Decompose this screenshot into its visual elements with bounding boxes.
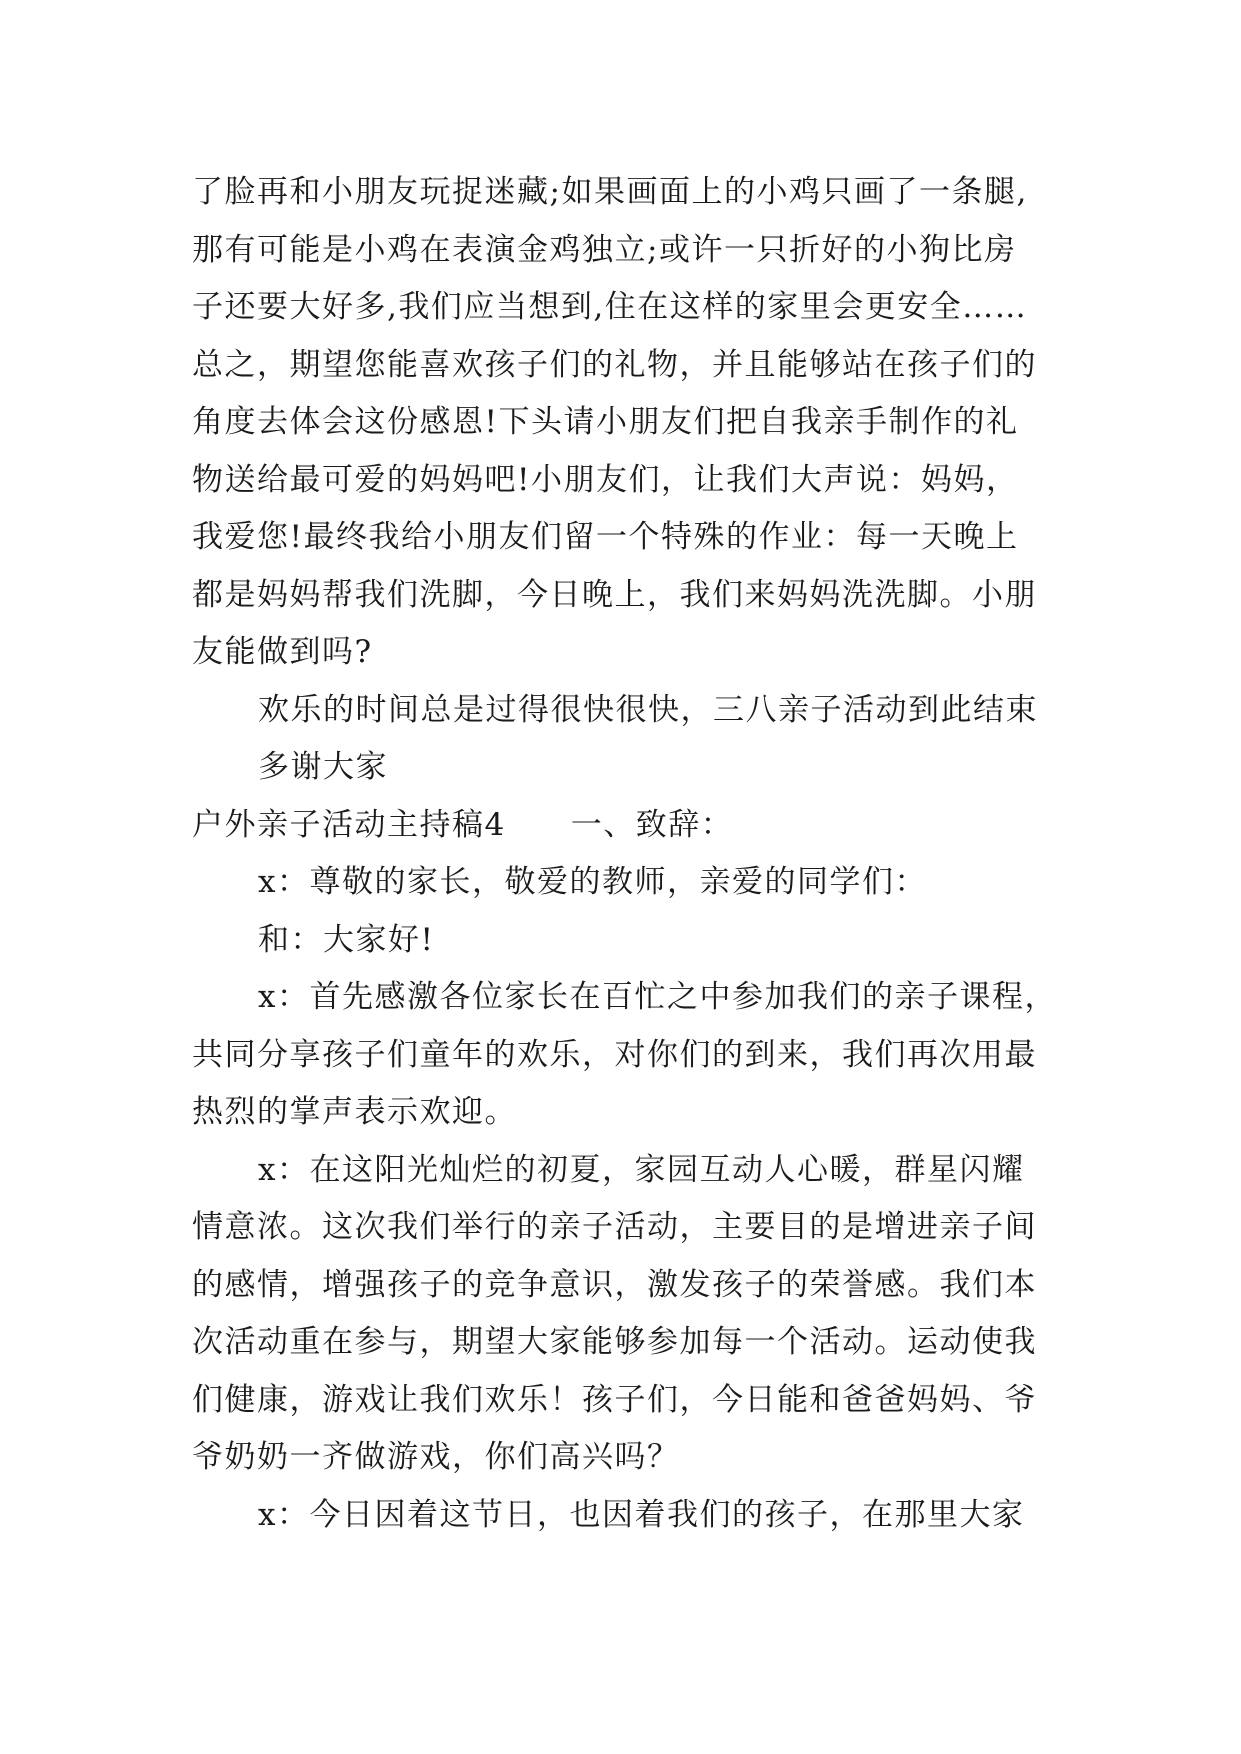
text-line: x：首先感激各位家长在百忙之中参加我们的亲子课程， bbox=[258, 979, 1057, 1015]
text-line: 子还要大好多,我们应当想到,住在这样的家里会更安全…… bbox=[192, 289, 1028, 325]
text-line: 的感情，增强孩子的竞争意识，激发孩子的荣誉感。我们本 bbox=[192, 1266, 1037, 1303]
section-heading: 户外亲子活动主持稿4 一、致辞： bbox=[192, 806, 734, 843]
text-line: x：尊敬的家长，敬爱的教师，亲爱的同学们： bbox=[258, 864, 927, 900]
text-line: 我爱您!最终我给小朋友们留一个特殊的作业：每一天晚上 bbox=[192, 519, 1019, 555]
document-page bbox=[192, 164, 1072, 1544]
text-line: 热烈的掌声表示欢迎。 bbox=[192, 1094, 517, 1130]
text-line: 欢乐的时间总是过得很快很快，三八亲子活动到此结束 bbox=[258, 691, 1038, 728]
text-line: x：今日因着这节日，也因着我们的孩子，在那里大家 bbox=[258, 1496, 1025, 1533]
text-line: 们健康，游戏让我们欢乐！孩子们，今日能和爸爸妈妈、爷 bbox=[192, 1381, 1037, 1418]
text-line: 物送给最可爱的妈妈吧!小朋友们，让我们大声说：妈妈， bbox=[192, 461, 1019, 498]
text-line: 多谢大家 bbox=[258, 749, 388, 785]
text-line: 角度去体会这份感恩!下头请小朋友们把自我亲手制作的礼 bbox=[192, 404, 1019, 440]
text-line: x：在这阳光灿烂的初夏，家园互动人心暖，群星闪耀 bbox=[258, 1151, 1025, 1188]
text-line: 总之，期望您能喜欢孩子们的礼物，并且能够站在孩子们的 bbox=[192, 346, 1037, 383]
text-line: 都是妈妈帮我们洗脚，今日晚上，我们来妈妈洗洗脚。小朋 bbox=[192, 576, 1037, 613]
text-line: 那有可能是小鸡在表演金鸡独立;或许一只折好的小狗比房 bbox=[192, 231, 1017, 268]
text-line: 了脸再和小朋友玩捉迷藏;如果画面上的小鸡只画了一条腿, bbox=[192, 174, 1028, 210]
text-line: 友能做到吗? bbox=[192, 634, 373, 670]
text-line: 爷奶奶一齐做游戏，你们高兴吗？ bbox=[192, 1439, 680, 1475]
text-line: 和：大家好! bbox=[258, 921, 435, 958]
text-line: 情意浓。这次我们举行的亲子活动，主要目的是增进亲子间 bbox=[192, 1209, 1037, 1245]
text-line: 共同分享孩子们童年的欢乐，对你们的到来，我们再次用最 bbox=[192, 1036, 1037, 1073]
text-line: 次活动重在参与，期望大家能够参加每一个活动。运动使我 bbox=[192, 1324, 1037, 1360]
